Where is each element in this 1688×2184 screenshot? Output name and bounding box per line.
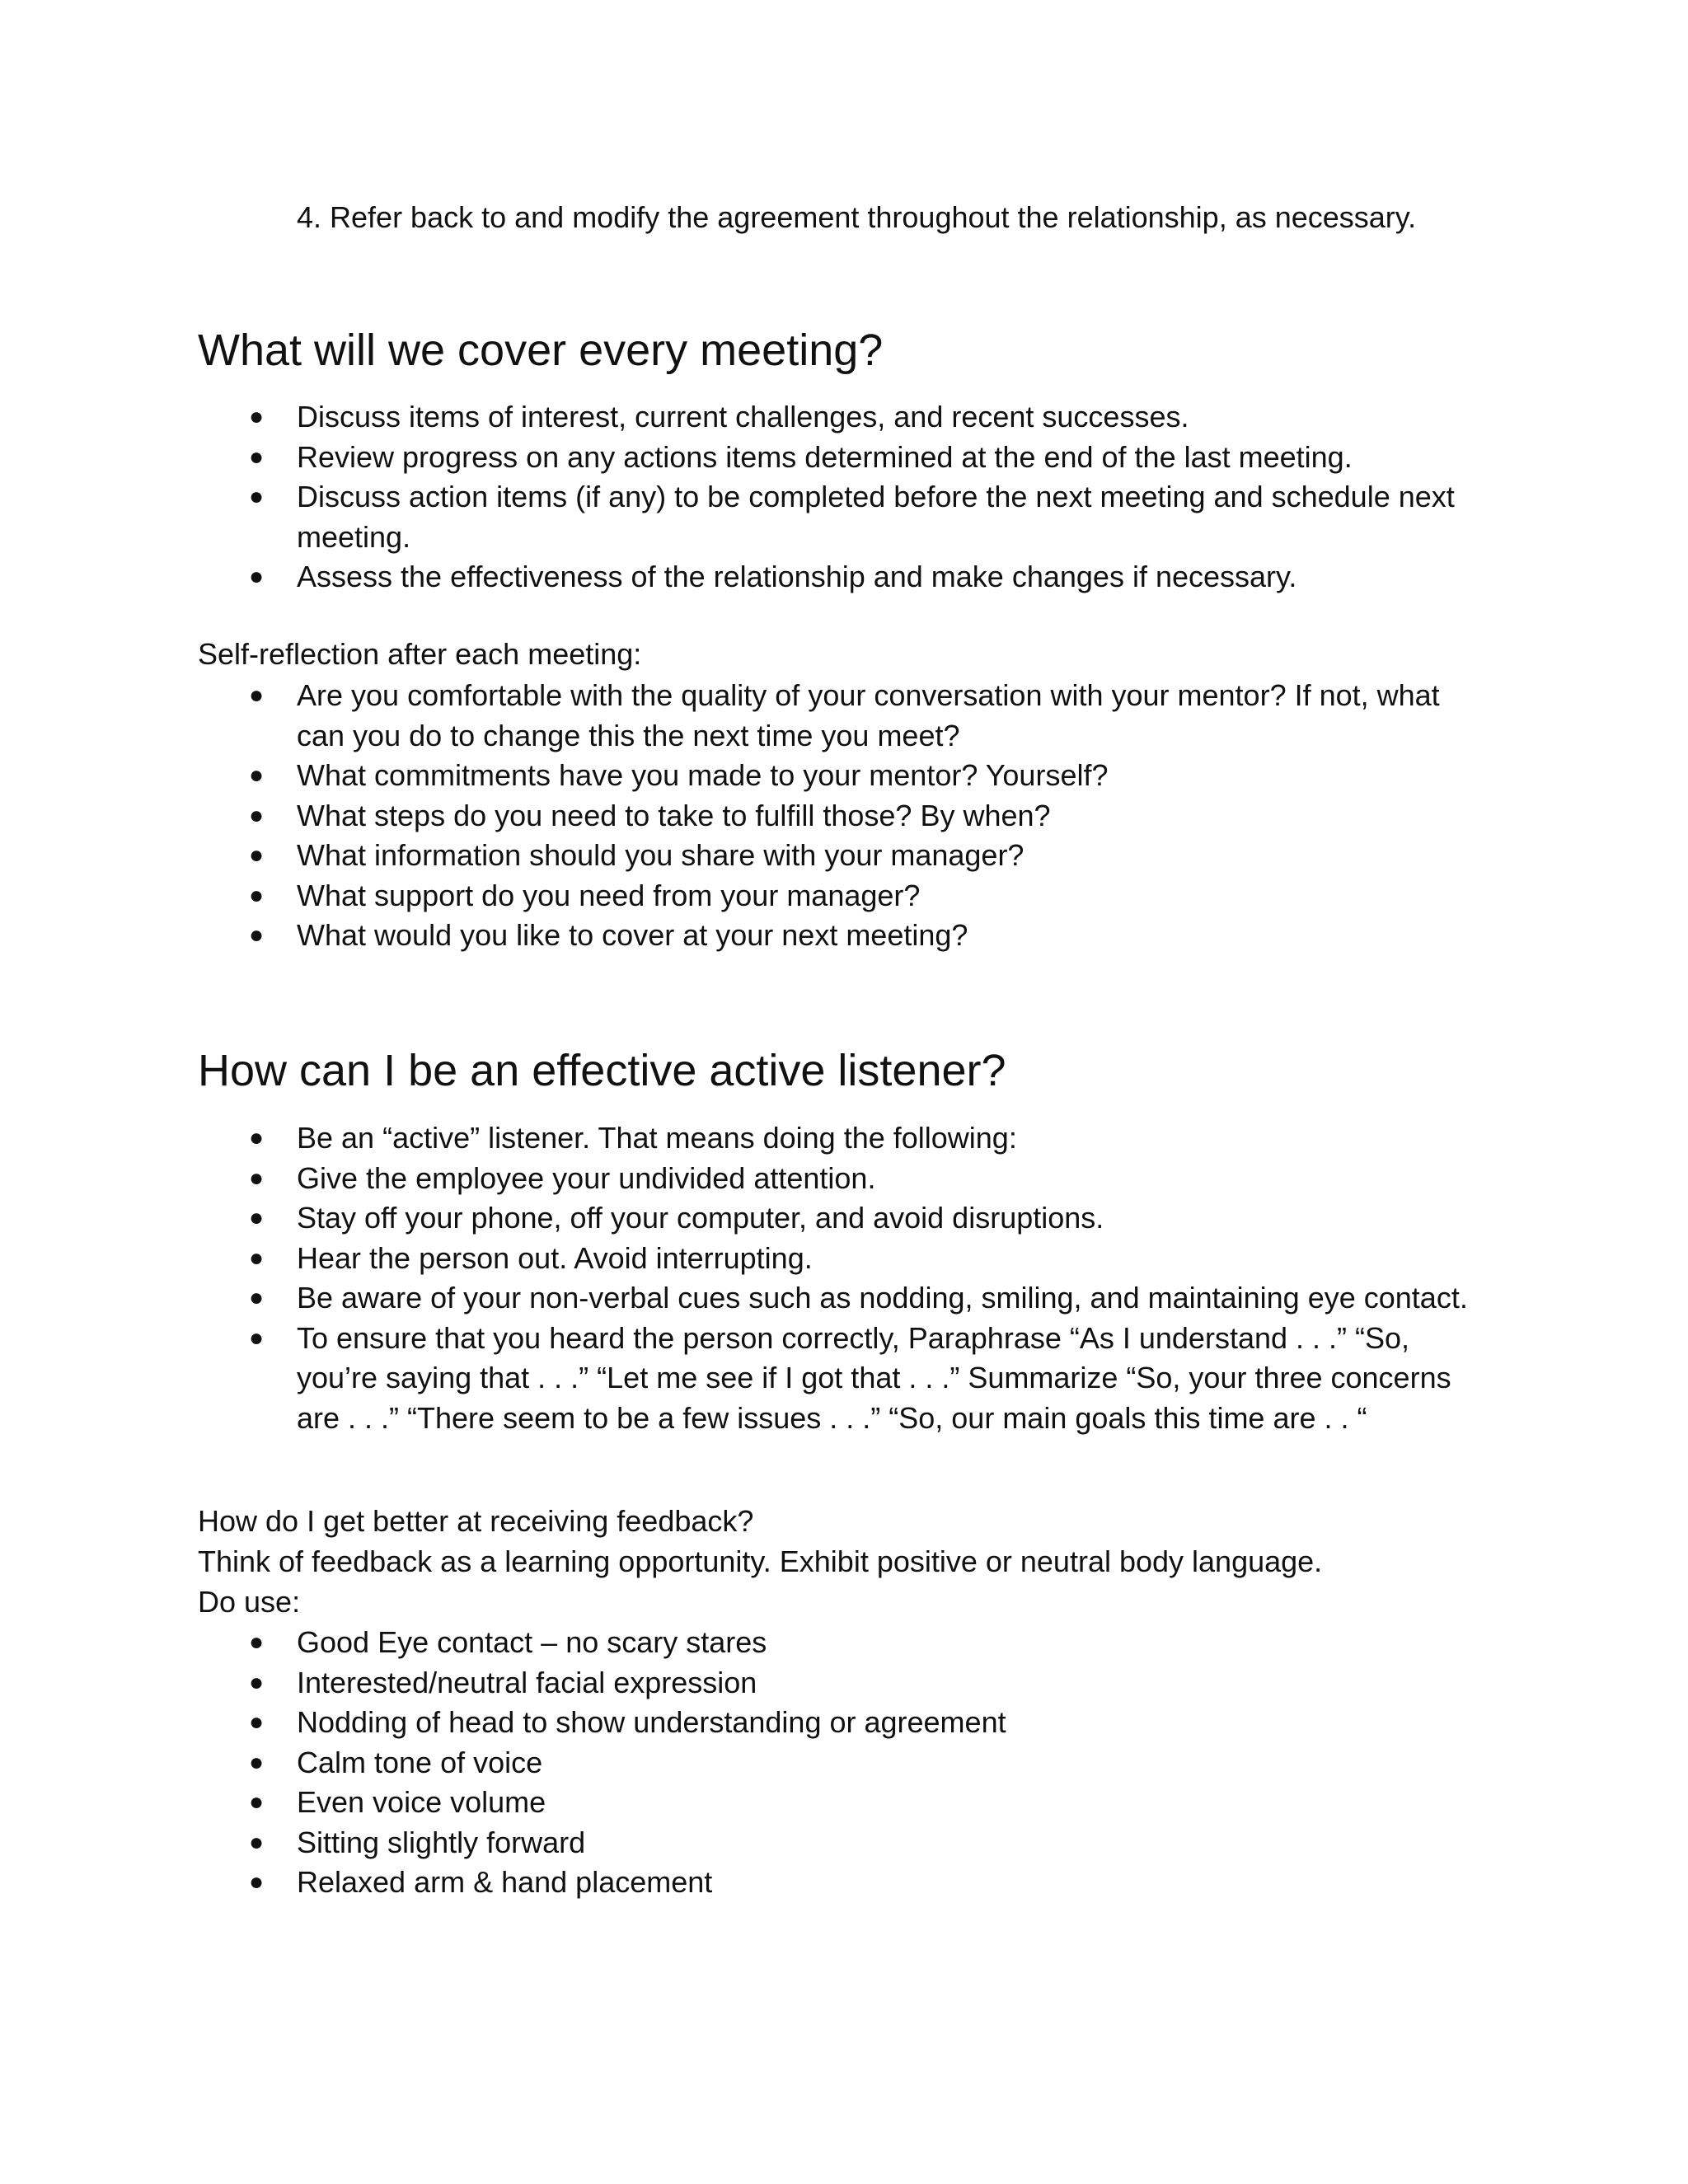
bullet-icon: ● xyxy=(249,1204,265,1231)
list-item: ● To ensure that you heard the person correctly, Paraphrase “As I understand . . .” “So, you’re saying that . . .” “Let me see if I got that . . .” Summarize “So, your three concerns are . . .” “There seem to be a few issues . . .” “So, our main goals this time are . . “ xyxy=(0,1319,1484,1439)
list-item: ● Nodding of head to show understanding or agreement xyxy=(0,1703,1484,1743)
self-reflection-label: Self-reflection after each meeting: xyxy=(198,637,642,671)
bullet-icon: ● xyxy=(249,682,265,709)
list-item: ● Relaxed arm & hand placement xyxy=(0,1863,1484,1903)
do-use-list xyxy=(0,1623,1688,1903)
bullet-icon: ● xyxy=(249,1748,265,1776)
bullet-icon: ● xyxy=(249,881,265,909)
bullet-icon: ● xyxy=(249,1124,265,1151)
bullet-icon: ● xyxy=(249,483,265,510)
list-item: ● Stay off your phone, off your computer, and avoid disruptions. xyxy=(0,1198,1484,1239)
list-item: ● What commitments have you made to your mentor? Yourself? xyxy=(0,756,1484,796)
list-item: ● Assess the effectiveness of the relationship and make changes if necessary. xyxy=(0,557,1484,598)
bullet-icon: ● xyxy=(249,801,265,829)
bullet-icon: ● xyxy=(249,1324,265,1352)
bullet-icon: ● xyxy=(249,762,265,789)
list-item: ● Calm tone of voice xyxy=(0,1743,1484,1783)
list-item: ● What steps do you need to take to fulfill those? By when? xyxy=(0,796,1484,837)
bullet-icon: ● xyxy=(249,563,265,590)
feedback-intro: Think of feedback as a learning opportunity. Exhibit positive or neutral body language. xyxy=(198,1544,1323,1578)
list-item: ● Hear the person out. Avoid interrupting. xyxy=(0,1239,1484,1279)
list-item: ● Interested/neutral facial expression xyxy=(0,1663,1484,1704)
bullet-icon: ● xyxy=(249,1629,265,1656)
heading-active-listener: How can I be an effective active listener? xyxy=(198,1046,1006,1095)
bullet-icon: ● xyxy=(249,841,265,869)
bullet-icon: ● xyxy=(249,1788,265,1816)
list-item: ● Good Eye contact – no scary stares xyxy=(0,1623,1484,1663)
list-item: ● Be aware of your non-verbal cues such as nodding, smiling, and maintaining eye contact. xyxy=(0,1278,1484,1319)
bullet-icon: ● xyxy=(249,1164,265,1192)
bullet-icon: ● xyxy=(249,1828,265,1856)
list-item: ● Be an “active” listener. That means doing the following: xyxy=(0,1118,1484,1159)
list-item: ● Are you comfortable with the quality of your conversation with your mentor? If not, what can you do to change this the next time you meet? xyxy=(0,676,1484,756)
bullet-icon: ● xyxy=(249,1284,265,1311)
feedback-question: How do I get better at receiving feedback? xyxy=(198,1504,754,1538)
do-use-label: Do use: xyxy=(198,1585,301,1619)
numbered-item-4: 4. Refer back to and modify the agreement throughout the relationship, as necessary. xyxy=(297,200,1417,234)
list-item: ● Give the employee your undivided attention. xyxy=(0,1159,1484,1199)
list-item: ● Even voice volume xyxy=(0,1783,1484,1823)
bullet-icon: ● xyxy=(249,1244,265,1272)
bullet-icon: ● xyxy=(249,921,265,949)
list-item: ● What information should you share with your manager? xyxy=(0,836,1484,876)
list-item: ● Review progress on any actions items determined at the end of the last meeting. xyxy=(0,438,1484,478)
self-reflection-list xyxy=(0,676,1688,956)
list-item: ● Sitting slightly forward xyxy=(0,1823,1484,1863)
bullet-icon: ● xyxy=(249,1708,265,1736)
heading-what-will-we-cover: What will we cover every meeting? xyxy=(198,326,884,375)
bullet-icon: ● xyxy=(249,443,265,471)
list-item: ● What would you like to cover at your next meeting? xyxy=(0,916,1484,956)
list-item: ● What support do you need from your manager? xyxy=(0,876,1484,916)
bullet-icon: ● xyxy=(249,403,265,430)
meeting-cover-list xyxy=(0,397,1688,598)
active-listener-list xyxy=(0,1118,1688,1438)
bullet-icon: ● xyxy=(249,1868,265,1896)
list-item: ● Discuss action items (if any) to be completed before the next meeting and schedule next meeting. xyxy=(0,477,1484,557)
list-item: ● Discuss items of interest, current challenges, and recent successes. xyxy=(0,397,1484,438)
bullet-icon: ● xyxy=(249,1668,265,1696)
